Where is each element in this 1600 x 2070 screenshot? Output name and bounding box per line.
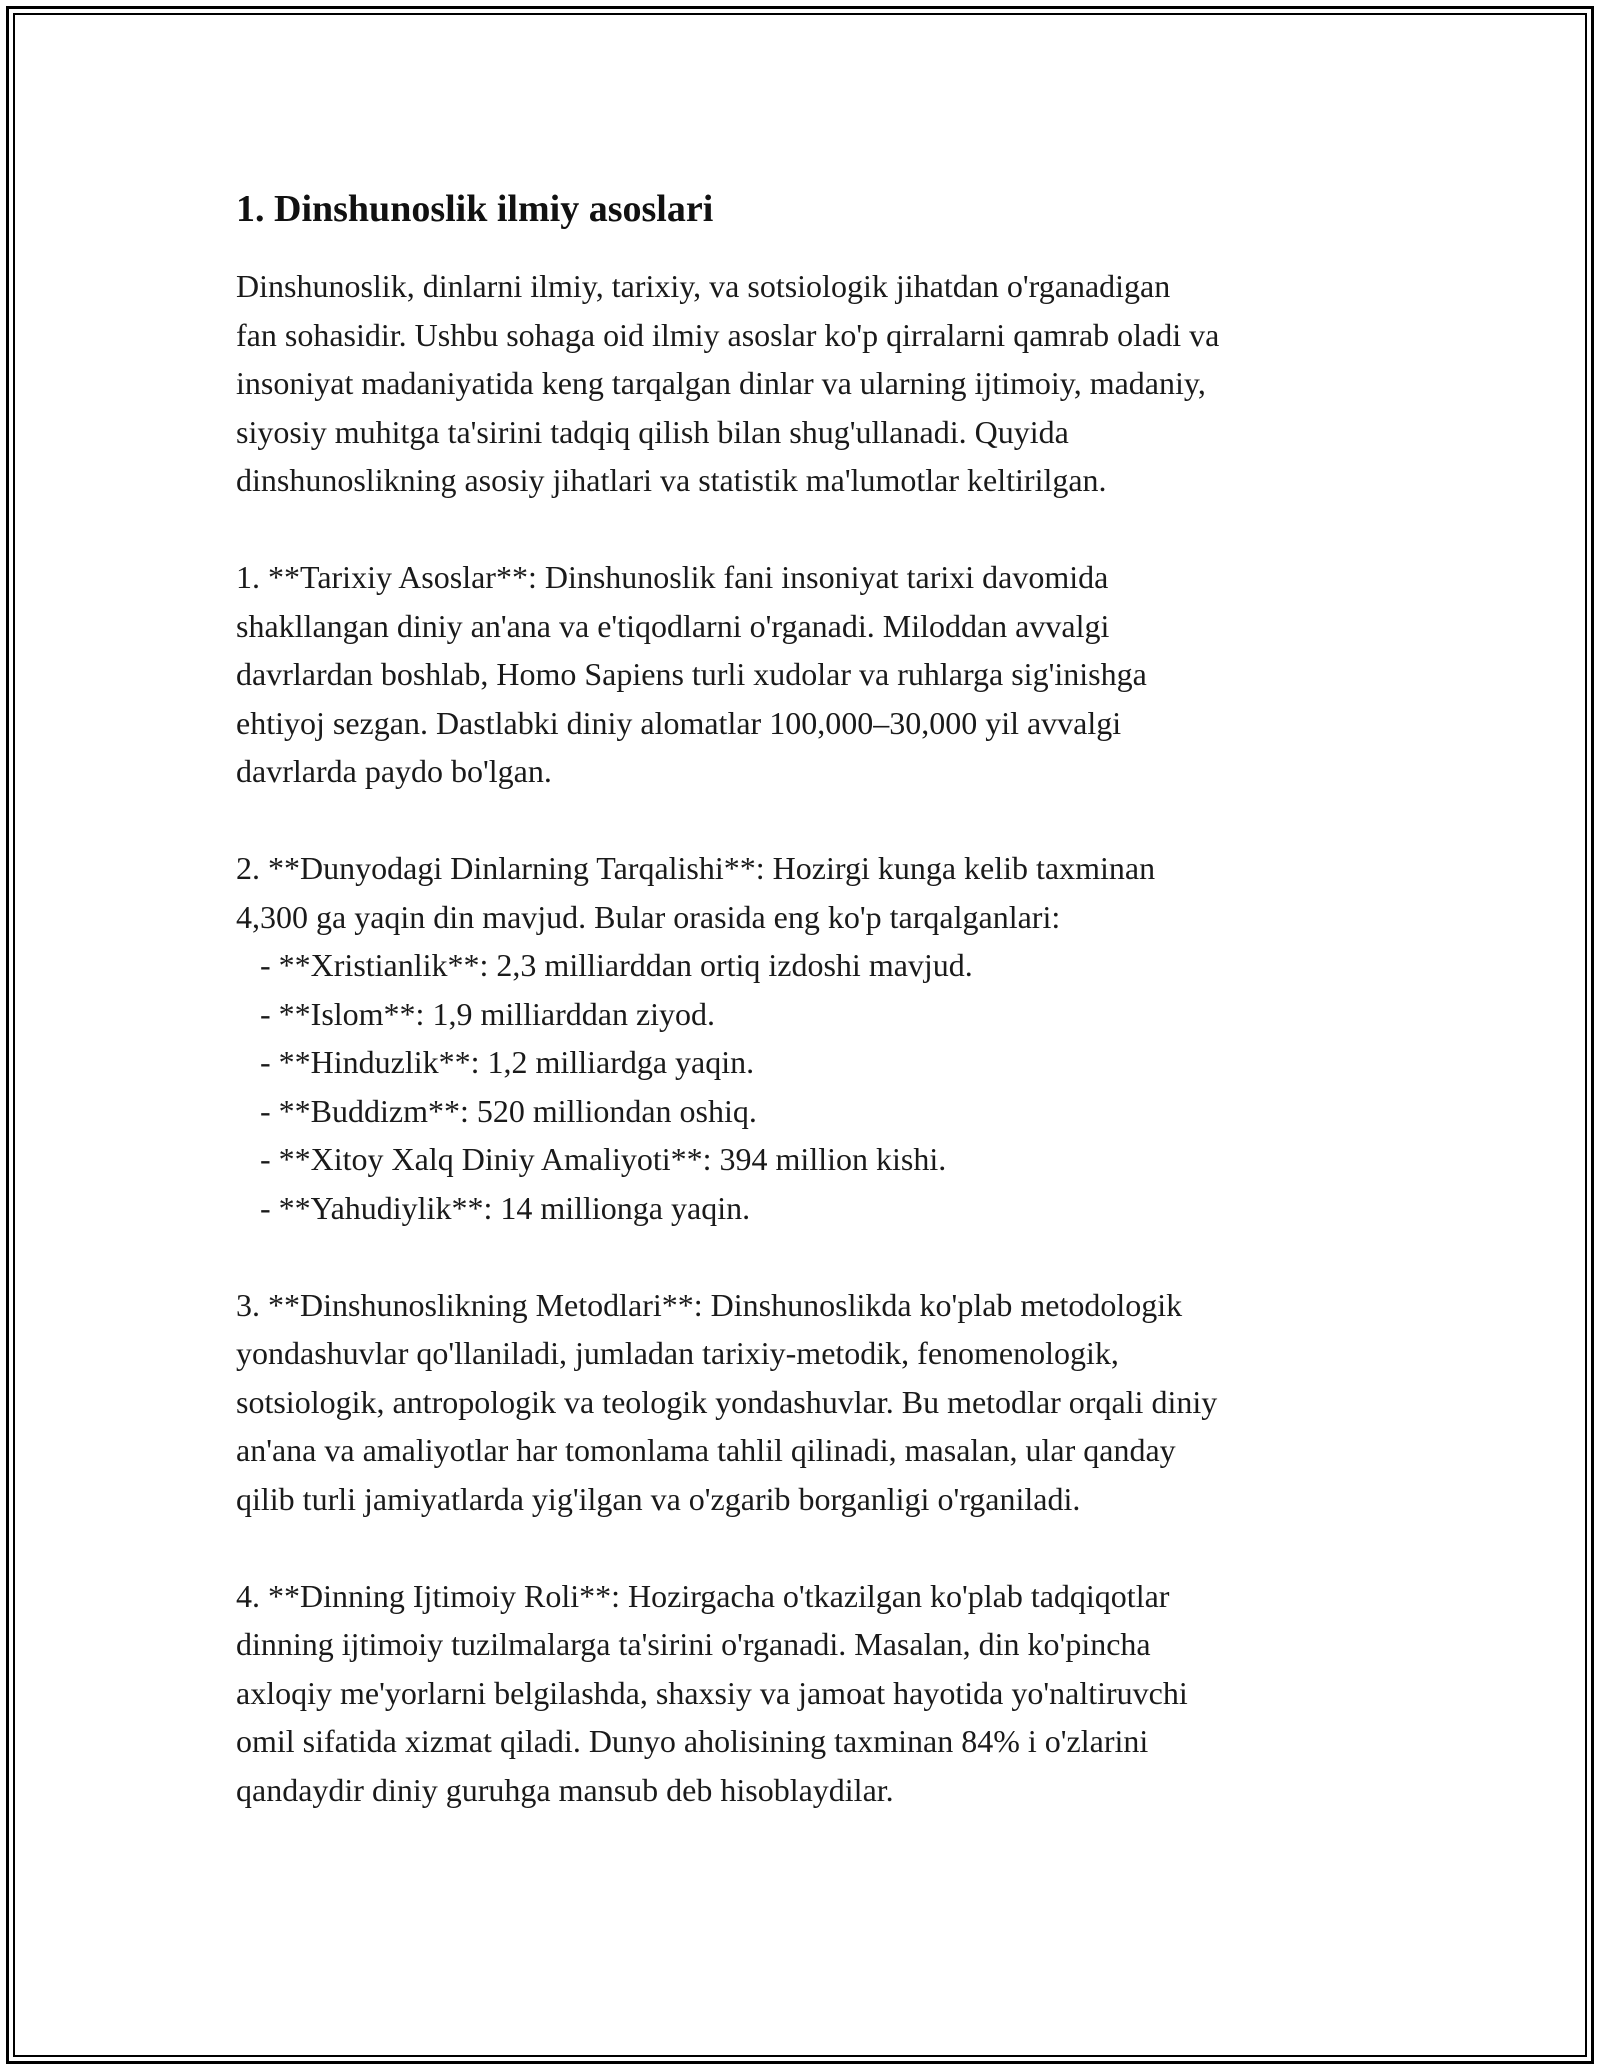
intro-line: insoniyat madaniyatida keng tarqalgan dinlar va ularning ijtimoiy, madaniy, [236,365,1206,401]
religion-list-item: - **Buddizm**: 520 milliondan oshiq. [236,1092,757,1129]
religion-list-item: - **Xitoy Xalq Diniy Amaliyoti**: 394 million kishi. [236,1141,947,1177]
section1-line: davrlardan boshlab, Homo Sapiens turli xudolar va ruhlarga sig'inishga [236,656,1147,692]
paragraph-gap [236,796,1376,845]
section3-line: sotsiologik, antropologik va teologik yondashuvlar. Bu metodlar orqali diniy [236,1383,1218,1420]
section4-line: 4. **Dinning Ijtimoiy Roli**: Hozirgacha o'tkazilgan ko'plab tadqiqotlar [236,1577,1170,1614]
religion-list-item: - **Xristianlik**: 2,3 milliarddan ortiq izdoshi mavjud. [236,947,973,983]
section2-line: 2. **Dunyodagi Dinlarning Tarqalishi**: Hozirgi kunga kelib taxminan [236,850,1156,886]
intro-line: fan sohasidir. Ushbu sohaga oid ilmiy asoslar ko'p qirralarni qamrab oladi va [236,316,1220,353]
section4-line: dinning ijtimoiy tuzilmalarga ta'sirini o'rganadi. Masalan, din ko'pincha [236,1626,1151,1662]
section1-line: davrlarda paydo bo'lgan. [236,753,552,789]
paragraph-gap [236,1232,1376,1281]
section4-line: omil sifatida xizmat qiladi. Dunyo aholisining taxminan 84% i o'zlarini [236,1723,1149,1759]
document-title: 1. Dinshunoslik ilmiy asoslari [236,188,714,230]
intro-line: siyosiy muhitga ta'sirini tadqiq qilish bilan shug'ullanadi. Quyida [236,413,1069,450]
section-metodlar [236,1281,1376,1524]
intro-paragraph [236,262,1376,505]
religion-list-item: - **Yahudiylik**: 14 millionga yaqin. [236,1189,751,1226]
document-body [236,186,1376,1814]
section-tarixiy-asoslar [236,553,1376,796]
section-dinlar-tarqalishi [236,844,1376,1232]
section1-line: shakllangan diniy an'ana va e'tiqodlarni o'rganadi. Miloddan avvalgi [236,607,1110,644]
intro-line: dinshunoslikning asosiy jihatlari va statistik ma'lumotlar keltirilgan. [236,462,1107,498]
section3-line: an'ana va amaliyotlar har tomonlama tahlil qilinadi, masalan, ular qanday [236,1432,1176,1468]
section4-line: qandaydir diniy guruhga mansub deb hisoblaydilar. [236,1771,894,1808]
section4-line: axloqiy me'yorlarni belgilashda, shaxsiy va jamoat hayotida yo'naltiruvchi [236,1674,1188,1711]
religion-list-item: - **Islom**: 1,9 milliarddan ziyod. [236,995,716,1032]
section3-line: yondashuvlar qo'llaniladi, jumladan tarixiy-metodik, fenomenologik, [236,1335,1119,1371]
section1-line: 1. **Tarixiy Asoslar**: Dinshunoslik fani insoniyat tarixi davomida [236,559,1109,595]
paragraph-gap [236,505,1376,554]
section3-line: qilib turli jamiyatlarda yig'ilgan va o'zgarib borganligi o'rganiladi. [236,1480,1081,1517]
intro-line: Dinshunoslik, dinlarni ilmiy, tarixiy, va sotsiologik jihatdan o'rganadigan [236,268,1171,304]
section3-line: 3. **Dinshunoslikning Metodlari**: Dinshunoslikda ko'plab metodologik [236,1286,1183,1323]
paragraph-gap [236,1523,1376,1572]
section2-line: 4,300 ga yaqin din mavjud. Bular orasida eng ko'p tarqalganlari: [236,898,1061,935]
religion-list-item: - **Hinduzlik**: 1,2 milliardga yaqin. [236,1044,755,1080]
section1-line: ehtiyoj sezgan. Dastlabki diniy alomatlar 100,000–30,000 yil avvalgi [236,704,1122,741]
section-ijtimoiy-rol [236,1572,1376,1815]
